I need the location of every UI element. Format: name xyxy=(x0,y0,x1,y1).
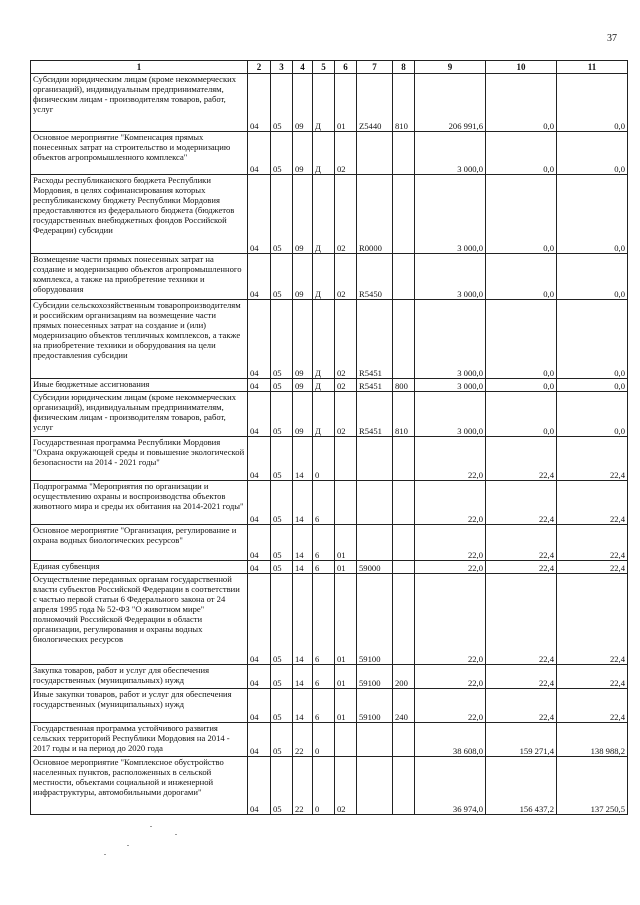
table-row xyxy=(31,574,628,665)
table-row xyxy=(31,392,628,437)
table-row xyxy=(31,689,628,723)
table-row xyxy=(31,254,628,300)
row-name-cell: Государственная программа Республики Мордовия "Охрана окружающей среды и повышение экологической безопасности на 2014 - 2021 годы" xyxy=(31,437,248,481)
scan-speck xyxy=(150,826,152,827)
amount-10-cell: 0,0 xyxy=(486,392,557,437)
code-6-cell: 02 xyxy=(335,392,357,437)
code-3-cell: 05 xyxy=(271,379,293,392)
code-3-cell: 05 xyxy=(271,175,293,254)
code-5-cell: Д xyxy=(313,379,335,392)
table-row xyxy=(31,525,628,561)
code-2-cell: 04 xyxy=(248,665,271,689)
row-name-cell: Основное мероприятие "Комплексное обустройство населенных пунктов, расположенных в сельской местности, объектами социальной и инженерной инфраструктуры, автомобильными дорогами" xyxy=(31,757,248,815)
code-5-cell: Д xyxy=(313,74,335,132)
code-3-cell: 05 xyxy=(271,665,293,689)
amount-10-cell: 22,4 xyxy=(486,437,557,481)
table-row xyxy=(31,757,628,815)
code-6-cell xyxy=(335,723,357,757)
code-4-cell: 09 xyxy=(293,254,313,300)
amount-10-cell: 159 271,4 xyxy=(486,723,557,757)
header-cell: 9 xyxy=(415,61,486,74)
header-cell: 5 xyxy=(313,61,335,74)
header-cell: 2 xyxy=(248,61,271,74)
amount-11-cell: 0,0 xyxy=(557,254,628,300)
code-8-cell xyxy=(393,175,415,254)
code-3-cell: 05 xyxy=(271,74,293,132)
code-6-cell: 01 xyxy=(335,689,357,723)
amount-11-cell: 22,4 xyxy=(557,437,628,481)
code-8-cell xyxy=(393,132,415,175)
code-3-cell: 05 xyxy=(271,254,293,300)
row-name-cell: Иные закупки товаров, работ и услуг для обеспечения государственных (муниципальных) нужд xyxy=(31,689,248,723)
amount-10-cell: 0,0 xyxy=(486,254,557,300)
code-4-cell: 09 xyxy=(293,74,313,132)
row-name-cell: Осуществление переданных органам государственной власти субъектов Российской Федерации в соответствии с частью первой статьи 6 Федерального закона от 24 апреля 1995 года № 52-ФЗ "О животном мире" полномочий Российской Федерации в области организации, регулирования и охраны водных биологических ресурсов xyxy=(31,574,248,665)
code-4-cell: 14 xyxy=(293,665,313,689)
code-4-cell: 09 xyxy=(293,175,313,254)
table-body xyxy=(31,74,628,815)
row-name-cell: Иные бюджетные ассигнования xyxy=(31,379,248,392)
code-3-cell: 05 xyxy=(271,574,293,665)
row-name-cell: Субсидии юридическим лицам (кроме некоммерческих организаций), индивидуальным предпринимателям, физическим лицам - производителям товаров, работ, услуг xyxy=(31,74,248,132)
code-5-cell: 6 xyxy=(313,481,335,525)
code-6-cell: 02 xyxy=(335,175,357,254)
amount-10-cell: 156 437,2 xyxy=(486,757,557,815)
code-2-cell: 04 xyxy=(248,525,271,561)
amount-11-cell: 0,0 xyxy=(557,392,628,437)
scan-speck xyxy=(104,854,106,855)
code-2-cell: 04 xyxy=(248,254,271,300)
code-4-cell: 14 xyxy=(293,689,313,723)
code-6-cell: 01 xyxy=(335,665,357,689)
code-6-cell xyxy=(335,437,357,481)
table-row xyxy=(31,379,628,392)
amount-11-cell: 22,4 xyxy=(557,574,628,665)
code-4-cell: 14 xyxy=(293,437,313,481)
code-4-cell: 22 xyxy=(293,723,313,757)
header-cell: 3 xyxy=(271,61,293,74)
amount-11-cell: 0,0 xyxy=(557,132,628,175)
amount-9-cell: 22,0 xyxy=(415,574,486,665)
code-5-cell: 6 xyxy=(313,525,335,561)
code-2-cell: 04 xyxy=(248,132,271,175)
code-2-cell: 04 xyxy=(248,723,271,757)
code-4-cell: 09 xyxy=(293,300,313,379)
amount-11-cell: 0,0 xyxy=(557,300,628,379)
amount-9-cell: 38 608,0 xyxy=(415,723,486,757)
row-name-cell: Единая субвенция xyxy=(31,561,248,574)
table-row xyxy=(31,175,628,254)
code-8-cell xyxy=(393,561,415,574)
code-4-cell: 14 xyxy=(293,525,313,561)
code-5-cell: Д xyxy=(313,132,335,175)
code-7-cell: 59100 xyxy=(357,574,393,665)
code-7-cell: 59000 xyxy=(357,561,393,574)
amount-10-cell: 22,4 xyxy=(486,665,557,689)
amount-10-cell: 0,0 xyxy=(486,132,557,175)
code-7-cell: Z5440 xyxy=(357,74,393,132)
amount-9-cell: 3 000,0 xyxy=(415,175,486,254)
code-3-cell: 05 xyxy=(271,689,293,723)
code-7-cell: R5450 xyxy=(357,254,393,300)
header-row xyxy=(31,61,628,74)
code-8-cell xyxy=(393,757,415,815)
amount-9-cell: 22,0 xyxy=(415,525,486,561)
amount-11-cell: 0,0 xyxy=(557,379,628,392)
code-8-cell xyxy=(393,437,415,481)
code-8-cell: 240 xyxy=(393,689,415,723)
table-row xyxy=(31,561,628,574)
code-4-cell: 22 xyxy=(293,757,313,815)
amount-10-cell: 22,4 xyxy=(486,689,557,723)
code-3-cell: 05 xyxy=(271,132,293,175)
header-cell: 7 xyxy=(357,61,393,74)
code-5-cell: 0 xyxy=(313,757,335,815)
table-row xyxy=(31,74,628,132)
amount-11-cell: 22,4 xyxy=(557,665,628,689)
code-6-cell: 02 xyxy=(335,132,357,175)
row-name-cell: Закупка товаров, работ и услуг для обеспечения государственных (муниципальных) нужд xyxy=(31,665,248,689)
amount-10-cell: 0,0 xyxy=(486,379,557,392)
code-4-cell: 09 xyxy=(293,132,313,175)
code-2-cell: 04 xyxy=(248,574,271,665)
row-name-cell: Основное мероприятие "Компенсация прямых понесенных затрат на строительство и модернизацию объектов агропромышленного комплекса" xyxy=(31,132,248,175)
amount-11-cell: 138 988,2 xyxy=(557,723,628,757)
table-row xyxy=(31,481,628,525)
amount-11-cell: 137 250,5 xyxy=(557,757,628,815)
amount-10-cell: 22,4 xyxy=(486,525,557,561)
code-2-cell: 04 xyxy=(248,175,271,254)
amount-9-cell: 22,0 xyxy=(415,481,486,525)
code-3-cell: 05 xyxy=(271,561,293,574)
code-7-cell: 59100 xyxy=(357,689,393,723)
code-6-cell: 01 xyxy=(335,525,357,561)
row-name-cell: Расходы республиканского бюджета Республики Мордовия, в целях софинансирования которых республиканскому бюджету Республики Мордовия предоставляются из федерального бюджета (бюджетов государственных внебюджетных фондов Российской Федерации) субсидии xyxy=(31,175,248,254)
table-row xyxy=(31,300,628,379)
amount-9-cell: 3 000,0 xyxy=(415,379,486,392)
header-cell: 11 xyxy=(557,61,628,74)
code-2-cell: 04 xyxy=(248,74,271,132)
amount-11-cell: 22,4 xyxy=(557,689,628,723)
row-name-cell: Возмещение части прямых понесенных затрат на создание и модернизацию объектов агропромышленного комплекса, а также на приобретение техники и оборудования xyxy=(31,254,248,300)
code-8-cell: 810 xyxy=(393,74,415,132)
code-2-cell: 04 xyxy=(248,757,271,815)
amount-9-cell: 206 991,6 xyxy=(415,74,486,132)
code-3-cell: 05 xyxy=(271,525,293,561)
table-row xyxy=(31,665,628,689)
code-2-cell: 04 xyxy=(248,437,271,481)
code-4-cell: 09 xyxy=(293,392,313,437)
code-7-cell xyxy=(357,723,393,757)
scan-speck xyxy=(127,845,129,846)
code-5-cell: 6 xyxy=(313,689,335,723)
code-6-cell xyxy=(335,481,357,525)
page-number: 37 xyxy=(607,33,617,44)
code-5-cell: Д xyxy=(313,254,335,300)
code-7-cell xyxy=(357,481,393,525)
code-5-cell: 6 xyxy=(313,665,335,689)
table-row xyxy=(31,437,628,481)
code-7-cell: 59100 xyxy=(357,665,393,689)
code-2-cell: 04 xyxy=(248,379,271,392)
amount-11-cell: 22,4 xyxy=(557,525,628,561)
code-6-cell: 01 xyxy=(335,561,357,574)
row-name-cell: Субсидии сельскохозяйственным товаропроизводителям и российским организациям на возмещение части прямых понесенных затрат на создание и (или) модернизацию объектов тепличных комплексов, а также на приобретение техники и оборудования на цели предоставления субсидии xyxy=(31,300,248,379)
code-2-cell: 04 xyxy=(248,481,271,525)
amount-9-cell: 22,0 xyxy=(415,689,486,723)
amount-9-cell: 3 000,0 xyxy=(415,254,486,300)
code-6-cell: 01 xyxy=(335,74,357,132)
amount-9-cell: 22,0 xyxy=(415,561,486,574)
row-name-cell: Подпрограмма "Мероприятия по организации и осуществлению охраны и воспроизводства объектов животного мира и среды их обитания на 2014-2021 годы" xyxy=(31,481,248,525)
code-7-cell xyxy=(357,757,393,815)
amount-10-cell: 0,0 xyxy=(486,300,557,379)
code-3-cell: 05 xyxy=(271,757,293,815)
code-8-cell xyxy=(393,300,415,379)
code-7-cell: R5451 xyxy=(357,300,393,379)
code-8-cell xyxy=(393,481,415,525)
amount-9-cell: 3 000,0 xyxy=(415,132,486,175)
code-6-cell: 02 xyxy=(335,254,357,300)
amount-11-cell: 0,0 xyxy=(557,74,628,132)
amount-10-cell: 22,4 xyxy=(486,574,557,665)
code-7-cell: R0000 xyxy=(357,175,393,254)
code-7-cell: R5451 xyxy=(357,379,393,392)
header-cell: 1 xyxy=(31,61,248,74)
code-6-cell: 02 xyxy=(335,379,357,392)
code-5-cell: Д xyxy=(313,175,335,254)
amount-10-cell: 0,0 xyxy=(486,175,557,254)
code-5-cell: 0 xyxy=(313,723,335,757)
code-6-cell: 02 xyxy=(335,300,357,379)
row-name-cell: Основное мероприятие "Организация, регулирование и охрана водных биологических ресурсов" xyxy=(31,525,248,561)
code-7-cell xyxy=(357,437,393,481)
code-8-cell xyxy=(393,254,415,300)
code-5-cell: Д xyxy=(313,300,335,379)
code-4-cell: 14 xyxy=(293,561,313,574)
code-5-cell: Д xyxy=(313,392,335,437)
code-8-cell xyxy=(393,574,415,665)
budget-table xyxy=(30,60,628,815)
amount-9-cell: 3 000,0 xyxy=(415,392,486,437)
code-7-cell: R5451 xyxy=(357,392,393,437)
code-3-cell: 05 xyxy=(271,300,293,379)
code-2-cell: 04 xyxy=(248,561,271,574)
code-4-cell: 14 xyxy=(293,481,313,525)
header-cell: 6 xyxy=(335,61,357,74)
code-8-cell xyxy=(393,525,415,561)
code-7-cell xyxy=(357,132,393,175)
amount-11-cell: 0,0 xyxy=(557,175,628,254)
amount-10-cell: 22,4 xyxy=(486,481,557,525)
row-name-cell: Субсидии юридическим лицам (кроме некоммерческих организаций), индивидуальным предпринимателям, физическим лицам - производителям товаров, работ, услуг xyxy=(31,392,248,437)
header-cell: 10 xyxy=(486,61,557,74)
amount-10-cell: 22,4 xyxy=(486,561,557,574)
code-5-cell: 0 xyxy=(313,437,335,481)
code-4-cell: 09 xyxy=(293,379,313,392)
amount-11-cell: 22,4 xyxy=(557,561,628,574)
code-6-cell: 02 xyxy=(335,757,357,815)
code-8-cell: 800 xyxy=(393,379,415,392)
header-cell: 4 xyxy=(293,61,313,74)
code-8-cell: 810 xyxy=(393,392,415,437)
code-7-cell xyxy=(357,525,393,561)
scan-speck xyxy=(175,834,177,835)
code-2-cell: 04 xyxy=(248,689,271,723)
code-5-cell: 6 xyxy=(313,561,335,574)
header-cell: 8 xyxy=(393,61,415,74)
table-row xyxy=(31,723,628,757)
amount-9-cell: 3 000,0 xyxy=(415,300,486,379)
code-8-cell: 200 xyxy=(393,665,415,689)
amount-9-cell: 22,0 xyxy=(415,665,486,689)
code-3-cell: 05 xyxy=(271,392,293,437)
code-6-cell: 01 xyxy=(335,574,357,665)
code-5-cell: 6 xyxy=(313,574,335,665)
code-3-cell: 05 xyxy=(271,481,293,525)
row-name-cell: Государственная программа устойчивого развития сельских территорий Республики Мордовия на 2014 - 2017 годы и на период до 2020 года xyxy=(31,723,248,757)
amount-10-cell: 0,0 xyxy=(486,74,557,132)
table-row xyxy=(31,132,628,175)
code-8-cell xyxy=(393,723,415,757)
code-2-cell: 04 xyxy=(248,300,271,379)
code-2-cell: 04 xyxy=(248,392,271,437)
code-3-cell: 05 xyxy=(271,723,293,757)
amount-11-cell: 22,4 xyxy=(557,481,628,525)
code-4-cell: 14 xyxy=(293,574,313,665)
amount-9-cell: 36 974,0 xyxy=(415,757,486,815)
amount-9-cell: 22,0 xyxy=(415,437,486,481)
code-3-cell: 05 xyxy=(271,437,293,481)
